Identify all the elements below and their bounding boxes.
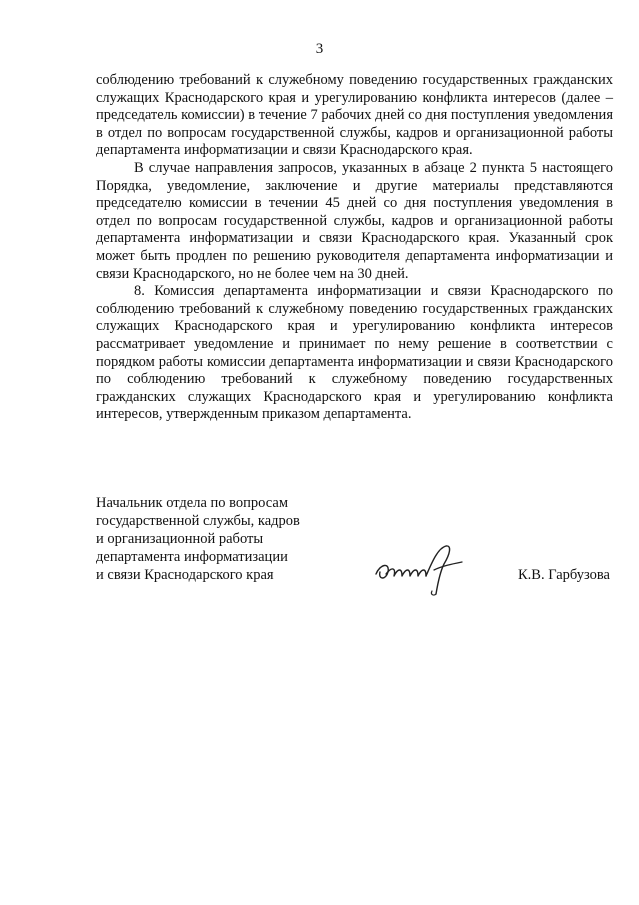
paragraph-continuation: соблюдению требований к служебному поведению государственных гражданских служащих Краснодарского края и урегулированию конфликта интересов (далее – председатель комиссии) в течение 7 рабочих дней со дня поступления уведомления в отдел по вопросам государственной службы, кадров и организационной работы департамента информатизации и связи Краснодарского края. <box>96 72 613 159</box>
signatory-title-line: и связи Краснодарского края <box>96 567 274 583</box>
signatory-title-line: Начальник отдела по вопросам <box>96 495 289 511</box>
paragraph-item-8: 8. Комиссия департамента информатизации и связи Краснодарского по соблюдению требований к служебному поведению государственных гражданских служащих Краснодарского края и урегулированию конфликта интересов рассматривает уведомление и принимает по нему решение в соответствии с порядком работы комиссии департамента информатизации и связи Краснодарского по соблюдению требований к служебному поведению государственных гражданских служащих Краснодарского края и урегулированию конфликта интересов, утвержденным приказом департамента. <box>96 283 613 423</box>
signatory-title-line: и организационной работы <box>96 531 264 547</box>
signatory-title-line: государственной службы, кадров <box>96 513 300 529</box>
signatory-name: К.В. Гарбузова <box>518 567 610 583</box>
signatory-title-line: департамента информатизации <box>96 549 288 565</box>
paragraph-requests: В случае направления запросов, указанных в абзаце 2 пункта 5 настоящего Порядка, уведомление, заключение и другие материалы представляются председателю комиссии в течении 45 дней со дня поступления уведомления в отдел по вопросам государственной службы, кадров и организационной работы департамента информатизации и связи Краснодарского края. Указанный срок может быть продлен по решению руководителя департамента информатизации и связи Краснодарского, но не более чем на 30 дней. <box>96 159 613 282</box>
signatory-title <box>96 494 326 584</box>
page-number: 3 <box>315 41 324 57</box>
handwritten-signature-icon <box>372 540 468 598</box>
document-body <box>96 72 613 424</box>
